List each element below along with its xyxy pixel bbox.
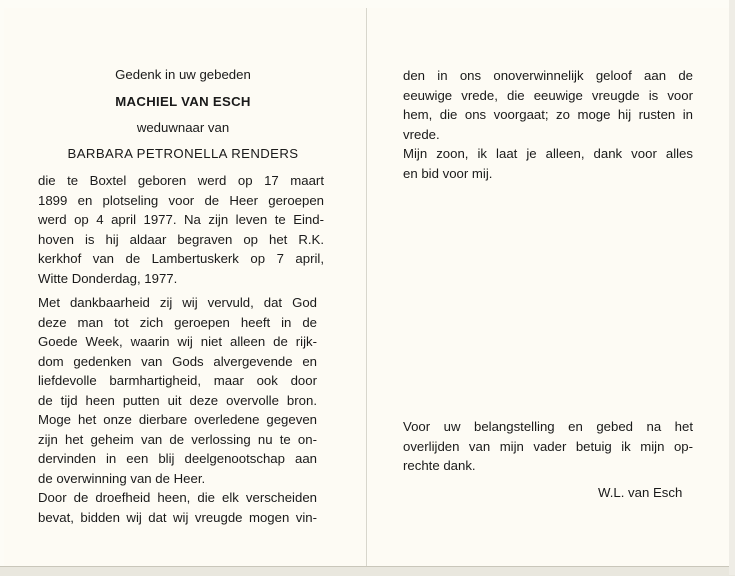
text-line: Witte Donderdag, 1977. bbox=[38, 270, 178, 286]
text-line: Goede Week, waarin wij niet alleen de rijk- bbox=[38, 334, 317, 349]
paper-edge-right bbox=[729, 0, 735, 575]
text-line: dervinden in een blij deelgenootschap aan bbox=[38, 451, 317, 466]
spouse-name: BARBARA PETRONELLA RENDERS bbox=[67, 146, 299, 161]
text-line: Voor uw belangstelling en gebed na het bbox=[403, 419, 693, 434]
text-line: de overwinning van de Heer. bbox=[38, 470, 206, 486]
text-line: werd op 4 april 1977. Na zijn leven te Eind- bbox=[38, 212, 324, 227]
text-line: zijn het geheim van de verlossing nu te on- bbox=[38, 431, 317, 447]
text-line: Moge het onze dierbare overledene gegeven bbox=[38, 412, 317, 427]
signature: W.L. van Esch bbox=[598, 485, 683, 500]
text-line: die te Boxtel geboren werd op 17 maart bbox=[38, 173, 324, 188]
text-line: liefdevolle barmhartigheid, maar ook door bbox=[38, 373, 317, 388]
text-line: dom gedenken van Gods alvergevende en bbox=[38, 353, 317, 369]
text-line: Met dankbaarheid zij wij vervuld, dat God bbox=[38, 295, 317, 310]
continuation-paragraph bbox=[403, 66, 693, 183]
text-line: rechte dank. bbox=[403, 458, 476, 473]
thanks-paragraph bbox=[403, 417, 693, 476]
biography-paragraph bbox=[38, 171, 324, 288]
text-line: en bid voor mij. bbox=[403, 165, 493, 181]
text-line: den in ons onoverwinnelijk geloof aan de bbox=[403, 68, 693, 83]
text-line: Mijn zoon, ik laat je alleen, dank voor alles bbox=[403, 146, 693, 161]
deceased-name: MACHIEL VAN ESCH bbox=[115, 94, 251, 109]
intro-line: Gedenk in uw gebeden bbox=[115, 67, 251, 82]
text-line: 1899 en plotseling voor de Heer geroepen bbox=[38, 192, 324, 208]
text-line: eeuwige vrede, die eeuwige vreugde is voor bbox=[403, 87, 693, 103]
text-line: hoven is hij aldaar begraven op het R.K. bbox=[38, 231, 324, 247]
text-line: kerkhof van de Lambertuskerk op 7 april, bbox=[38, 251, 324, 266]
text-line: de tijd heen putten uit deze overvolle bron. bbox=[38, 392, 317, 408]
text-line: overlijden van mijn vader betuig ik mijn op- bbox=[403, 438, 693, 454]
reflection-paragraph bbox=[38, 293, 317, 527]
text-line: vrede. bbox=[403, 126, 440, 142]
text-line: bevat, bidden wij dat wij vreugde mogen vin- bbox=[38, 509, 317, 525]
text-line: deze man tot zich geroepen heeft in de bbox=[38, 314, 317, 330]
text-line: hem, die ons voorgaat; zo moge hij rusten in bbox=[403, 107, 693, 122]
text-line: Door de droefheid heen, die elk verscheiden bbox=[38, 490, 317, 505]
relation-line: weduwnaar van bbox=[136, 120, 230, 135]
